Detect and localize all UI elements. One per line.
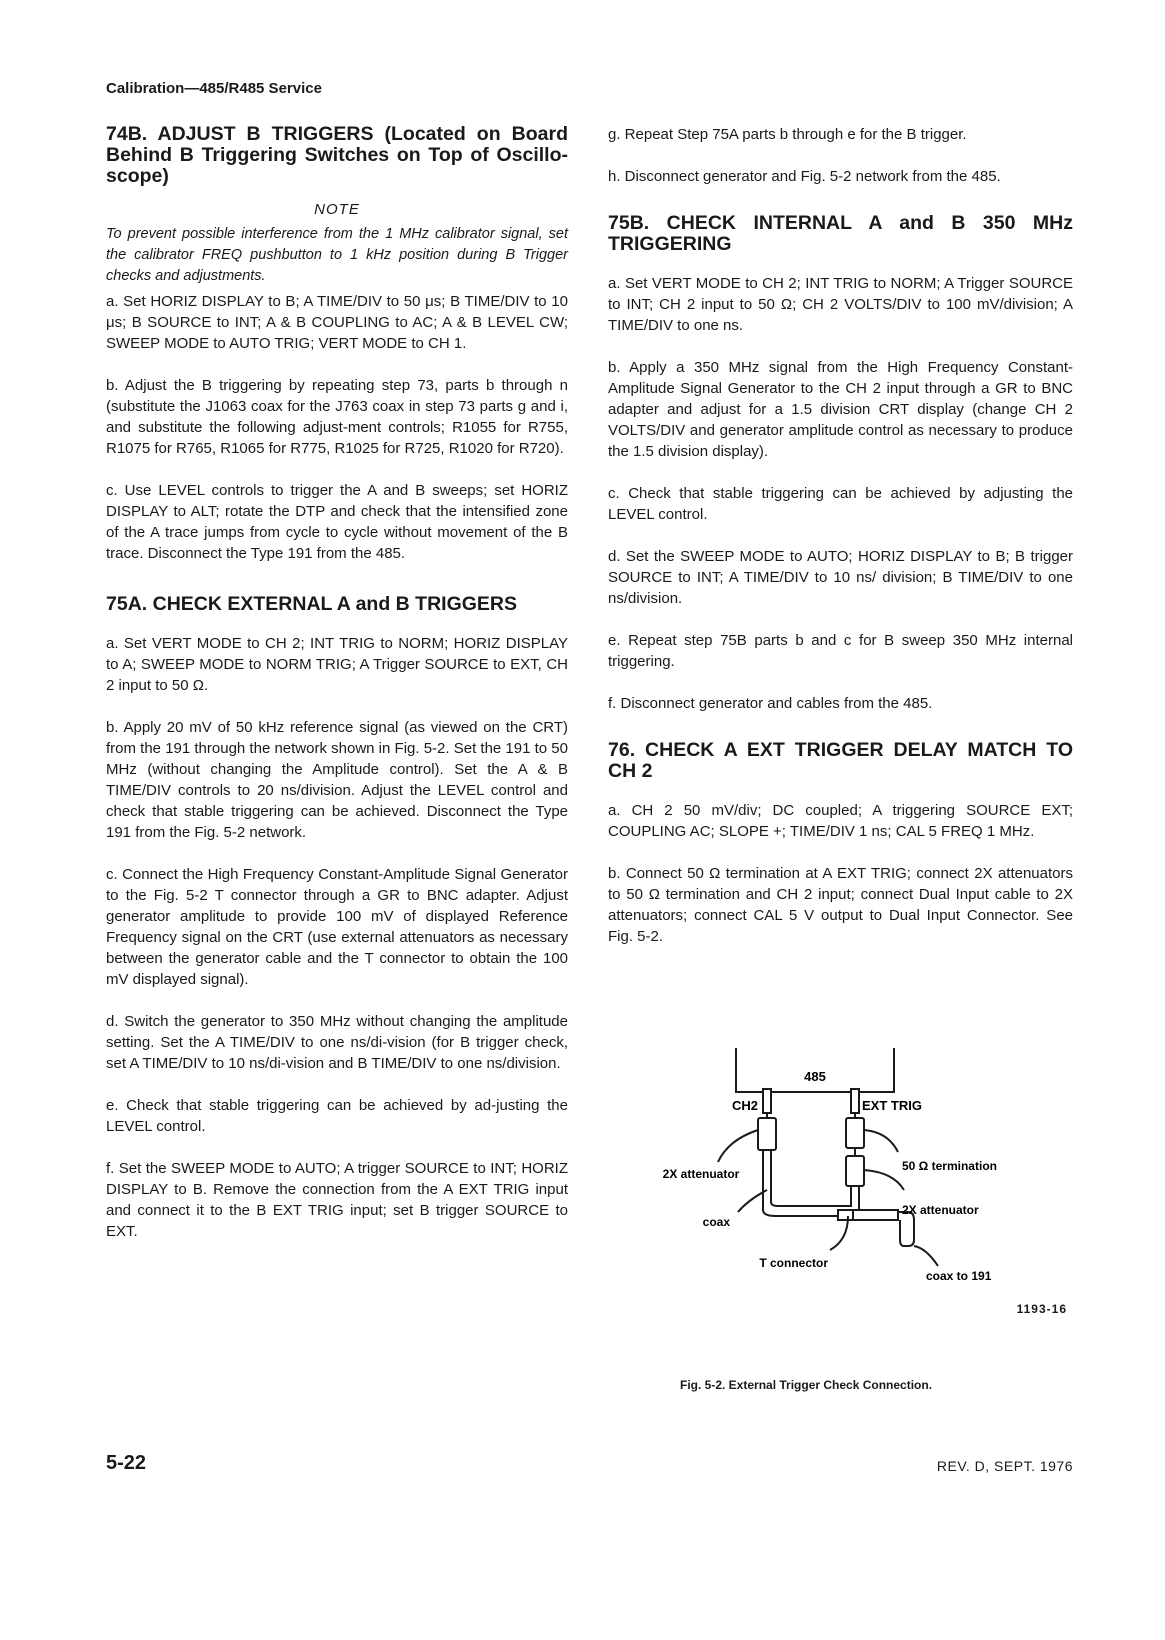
right-attenuator-shape [846,1156,864,1186]
step-75a-a: a. Set VERT MODE to CH 2; INT TRIG to NORM; HORIZ DISPLAY to A; SWEEP MODE to NORM TRIG; A Trigger SOURCE to EXT, CH 2 input to 50 Ω. [106,635,568,694]
label-coax-to-191: coax to 191 [926,1269,992,1283]
figure-caption: Fig. 5-2. External Trigger Check Connection. [680,1378,933,1392]
step-75a-g: g. Repeat Step 75A parts b through e for the B trigger. [608,126,967,143]
step-76-b: b. Connect 50 Ω termination at A EXT TRIG; connect 2X attenuators to 50 Ω termination and CH 2 input; connect Dual Input cable to 2X attenuators; connect CAL 5 V output to Dual Input Connector. See Fig. 5-2. [608,865,1073,945]
label-50-termination: 50 Ω termination [902,1159,997,1173]
figure-5-2 [608,1040,1073,1330]
step-75b-e: e. Repeat step 75B parts b and c for B sweep 350 MHz internal triggering. [608,632,1073,670]
step-75b-a: a. Set VERT MODE to CH 2; INT TRIG to NORM; A Trigger SOURCE to INT; CH 2 input to 50 Ω; CH 2 VOLTS/DIV to 100 mV/division; A TIME/DIV to one ns. [608,275,1073,334]
step-75b-c: c. Check that stable triggering can be achieved by adjusting the LEVEL control. [608,485,1073,523]
step-75b-f: f. Disconnect generator and cables from the 485. [608,695,933,712]
step-75a-b: b. Apply 20 mV of 50 kHz reference signal (as viewed on the CRT) from the 191 through the network shown in Fig. 5-2. Set the 191 to 50 MHz (without changing the Amplitude control). Set the A & B TIME/DIV controls to 20 ns/division. Adjust the LEVEL control and check that stable triggering can be achieved. Disconnect the Type 191 from the Fig. 5-2 network. [106,719,568,841]
note-title: NOTE [314,201,360,218]
running-head: Calibration—485/R485 Service [106,80,322,97]
note-body: To prevent possible interference from the 1 MHz calibrator signal, set the calibrator FREQ pushbutton to 1 kHz position during B Trigger checks and adjustments. [106,226,568,284]
step-75b-b: b. Apply a 350 MHz signal from the High Frequency Constant-Amplitude Signal Generator to the CH 2 input through a GR to BNC adapter and adjust for a 1.5 division CRT display (change CH 2 VOLTS/DIV and generator amplitude control as necessary to produce the 1.5 division display). [608,359,1073,460]
step-74b-b: b. Adjust the B triggering by repeating step 73, parts b through n (substitute the J1063 coax for the J763 coax in step 73 parts g and i, and substitute the following adjust-ment controls; R1055 for R755, R1075 for R765, R1065 for R775, R1025 for R725, R1020 for R720). [106,377,568,457]
termination-shape [846,1118,864,1148]
step-75a-e: e. Check that stable triggering can be achieved by ad-justing the LEVEL control. [106,1097,568,1135]
label-t-connector: T connector [759,1256,828,1270]
step-76-a: a. CH 2 50 mV/div; DC coupled; A triggering SOURCE EXT; COUPLING AC; SLOPE +; TIME/DIV 1 ns; CAL 5 FREQ 1 MHz. [608,802,1073,840]
revision-date: REV. D, SEPT. 1976 [936,1458,1073,1474]
step-74b-c: c. Use LEVEL controls to trigger the A and B sweeps; set HORIZ DISPLAY to ALT; rotate the DTP and check that the intensified zone of the A trace jumps from cycle to cycle without movement of the B trace. Disconnect the Type 191 from the 485. [106,482,568,562]
figure-number: 1193-16 [1016,1302,1067,1316]
label-2x-attenuator-left: 2X attenuator [662,1167,740,1181]
left-attenuator-shape [758,1118,776,1150]
section-74b-title: 74B. ADJUST B TRIGGERS (Located on Board Behind B Triggering Switches on Top of Oscillo-scope) [106,123,568,187]
section-76-title: 76. CHECK A EXT TRIGGER DELAY MATCH TO CH 2 [608,739,1073,782]
step-75a-d: d. Switch the generator to 350 MHz without changing the amplitude setting. Set the A TIME/DIV to one ns/di-vision (for B trigger check, set A TIME/DIV to 10 ns/di-vision and B TIME/DIV to one ns/division. [106,1013,568,1072]
page-number: 5-22 [106,1452,147,1474]
left-column [106,124,568,1263]
step-75a-c: c. Connect the High Frequency Constant-Amplitude Signal Generator to the Fig. 5-2 T connector through a GR to BNC adapter. Adjust generator amplitude to provide 100 mV of displayed Reference Frequency signal on the CRT (use external attenuators as necessary between the generator cable and the T connector to obtain the 100 mV displayed signal). [106,866,568,988]
label-coax: coax [702,1215,730,1229]
step-74b-a: a. Set HORIZ DISPLAY to B; A TIME/DIV to 50 μs; B TIME/DIV to 10 μs; B SOURCE to INT; A & B COUPLING to AC; A & B LEVEL CW; SWEEP MODE to AUTO TRIG; VERT MODE to CH 1. [106,293,568,352]
right-column [608,124,1073,968]
label-ext-trig: EXT TRIG [862,1098,922,1113]
section-75b-title: 75B. CHECK INTERNAL A and B 350 MHz TRIGGERING [608,212,1073,255]
step-75b-d: d. Set the SWEEP MODE to AUTO; HORIZ DISPLAY to B; B trigger SOURCE to INT; A TIME/DIV to 10 ns/ division; B TIME/DIV to one ns/division. [608,548,1073,607]
section-75a-title: 75A. CHECK EXTERNAL A and B TRIGGERS [106,593,517,615]
label-485: 485 [804,1069,826,1084]
step-75a-h: h. Disconnect generator and Fig. 5-2 network from the 485. [608,168,1001,185]
step-75a-f: f. Set the SWEEP MODE to AUTO; A trigger SOURCE to INT; HORIZ DISPLAY to B. Remove the connection from the A EXT TRIG input and connect it to the B EXT TRIG input; set B trigger SOURCE to EXT. [106,1160,568,1240]
label-2x-attenuator-right: 2X attenuator [902,1203,979,1217]
label-ch2: CH2 [731,1098,758,1113]
connection-diagram [608,1040,1073,1300]
